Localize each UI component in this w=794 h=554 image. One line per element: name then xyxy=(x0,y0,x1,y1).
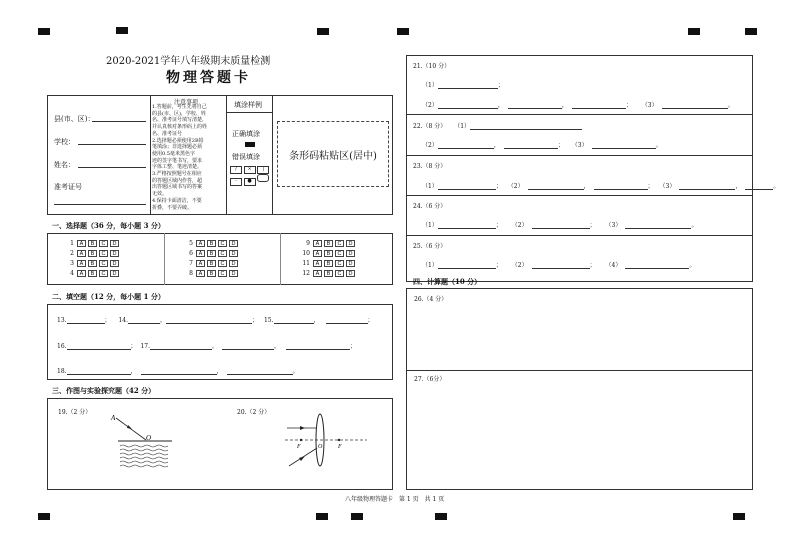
mc-option-c[interactable]: C xyxy=(335,260,344,267)
point-a-label: A xyxy=(111,414,116,422)
notice-line: 的答题区域内作答，超 xyxy=(152,177,203,184)
notice-title: 注意事项 xyxy=(174,99,199,106)
correct-fill-label: 正确填涂 xyxy=(232,130,260,138)
q13-blank[interactable] xyxy=(67,316,105,324)
mc-option-d[interactable]: D xyxy=(346,240,355,247)
q23-title: 23.（8 分） xyxy=(413,163,447,170)
mc-question-row xyxy=(64,260,121,267)
registration-mark xyxy=(745,28,757,35)
page-footer: 八年级物理答题卡 第 1 页 共 1 页 xyxy=(345,496,445,503)
mc-option-a[interactable]: A xyxy=(77,250,86,257)
q18-blank-2[interactable] xyxy=(141,367,217,375)
notice-line: 字体工整、笔迹清楚。 xyxy=(152,164,203,171)
q21-1-blank[interactable] xyxy=(438,81,498,89)
notice-text xyxy=(152,104,224,211)
mc-option-d[interactable]: D xyxy=(229,250,238,257)
mc-question-row xyxy=(300,270,357,277)
mc-option-c[interactable]: C xyxy=(99,270,108,277)
mc-option-c[interactable]: C xyxy=(99,260,108,267)
mc-question-number: 4 xyxy=(70,270,74,277)
mc-question-number: 8 xyxy=(189,270,193,277)
q17-blank-2[interactable] xyxy=(222,342,274,350)
q16-blank[interactable] xyxy=(67,342,131,350)
registration-mark xyxy=(116,27,128,34)
notice-line: 4.保持卡面清洁，不要 xyxy=(152,197,202,204)
mc-question-row xyxy=(300,260,357,267)
reflection-figure xyxy=(108,412,178,474)
mc-question-number: 3 xyxy=(70,260,74,267)
q21-2-blank-2[interactable] xyxy=(508,101,562,109)
mc-option-a[interactable]: A xyxy=(196,270,205,277)
mc-question-row xyxy=(64,240,121,247)
registration-mark xyxy=(688,28,700,35)
mc-option-c[interactable]: C xyxy=(218,270,227,277)
q22-1-blank[interactable] xyxy=(470,122,582,130)
county-label: 县(市、区)： xyxy=(54,115,95,123)
registration-mark xyxy=(316,513,328,520)
mc-question-number: 10 xyxy=(302,250,310,257)
mc-option-c[interactable]: C xyxy=(335,270,344,277)
q23-3-blank-2[interactable] xyxy=(745,182,773,190)
mc-question-number: 6 xyxy=(189,250,193,257)
q22-2-blank-1[interactable] xyxy=(438,141,494,149)
mc-question-number: 5 xyxy=(189,240,193,247)
notice-line: 名、准考证号填写清楚， xyxy=(152,117,208,124)
mc-question-number: 11 xyxy=(302,260,310,267)
registration-mark xyxy=(435,513,447,520)
card-title: 物理答题卡 xyxy=(166,70,251,86)
q20-label: 20.（2 分） xyxy=(237,409,271,416)
mc-option-c[interactable]: C xyxy=(99,240,108,247)
mc-option-c[interactable]: C xyxy=(218,240,227,247)
mc-option-a[interactable]: A xyxy=(196,240,205,247)
mc-option-a[interactable]: A xyxy=(313,270,322,277)
mc-option-d[interactable]: D xyxy=(229,260,238,267)
q25-1-blank[interactable] xyxy=(438,261,496,269)
registration-mark xyxy=(38,28,50,35)
mc-option-d[interactable]: D xyxy=(110,270,119,277)
q21-2-blank-3[interactable] xyxy=(572,101,626,109)
year-title: 2020-2021学年八年级期末质量检测 xyxy=(106,56,271,67)
q25-4-blank[interactable] xyxy=(625,261,689,269)
section-4-title: 四、计算题（10 分） xyxy=(413,277,482,286)
mc-option-b[interactable]: B xyxy=(324,240,333,247)
mc-option-b[interactable]: B xyxy=(324,250,333,257)
q18-blank-3[interactable] xyxy=(227,367,293,375)
notice-line: 名、准考证号 xyxy=(152,130,183,137)
mc-question-row xyxy=(64,250,121,257)
mc-question-number: 9 xyxy=(306,240,310,247)
mc-option-d[interactable]: D xyxy=(346,270,355,277)
mc-option-d[interactable]: D xyxy=(346,260,355,267)
mc-option-b[interactable]: B xyxy=(207,270,216,277)
q24-1-blank[interactable] xyxy=(438,221,496,229)
mc-option-b[interactable]: B xyxy=(88,260,97,267)
point-o-label: O xyxy=(146,434,152,442)
wrong-fill-label: 错误填涂 xyxy=(232,153,260,161)
mc-option-a[interactable]: A xyxy=(196,260,205,267)
q24-title: 24.（6 分） xyxy=(413,203,447,210)
q21-2-blank-1[interactable] xyxy=(438,101,498,109)
mc-option-d[interactable]: D xyxy=(110,240,119,247)
q26-label: 26.（4 分） xyxy=(414,296,448,303)
ticket-label: 准考证号 xyxy=(54,183,82,191)
q22-3-blank[interactable] xyxy=(592,141,656,149)
notice-line: 1.答题前，考生先将自己 xyxy=(152,104,207,110)
mc-option-d[interactable]: D xyxy=(110,260,119,267)
q17-blank-3[interactable] xyxy=(286,342,350,350)
notice-line: 折叠，不要弄破。 xyxy=(152,204,193,211)
section-3-title: 三、作图与实验探究题（42 分） xyxy=(52,386,156,395)
q23-2-blank-2[interactable] xyxy=(594,182,648,190)
q17-number: 17. xyxy=(140,343,151,350)
county-field[interactable] xyxy=(92,121,146,122)
q15-number: 15. xyxy=(263,317,274,324)
barcode-label: 条形码粘贴区(居中) xyxy=(289,150,377,162)
q22-title: 22.（8 分） xyxy=(413,123,447,130)
q25-2-blank[interactable] xyxy=(532,261,590,269)
mc-question-row xyxy=(300,240,357,247)
mc-question-row xyxy=(183,250,240,257)
mc-question-number: 7 xyxy=(189,260,193,267)
name-field[interactable] xyxy=(78,167,146,168)
mc-option-c[interactable]: C xyxy=(99,250,108,257)
mc-option-b[interactable]: B xyxy=(88,240,97,247)
mc-option-a[interactable]: A xyxy=(77,270,86,277)
correct-fill-mark xyxy=(245,142,255,147)
q17-blank-1[interactable] xyxy=(150,342,212,350)
section-2-title: 二、填空题（12 分，每小题 1 分） xyxy=(52,292,165,301)
mc-option-d[interactable]: D xyxy=(229,240,238,247)
mc-option-c[interactable]: C xyxy=(218,260,227,267)
q25-title: 25.（6 分） xyxy=(413,243,447,250)
mc-option-d[interactable]: D xyxy=(346,250,355,257)
q27-label: 27.（6分） xyxy=(414,376,446,383)
registration-mark xyxy=(397,28,409,35)
q18-number: 18. xyxy=(57,368,67,375)
mc-question-number: 2 xyxy=(70,250,74,257)
mc-option-a[interactable]: A xyxy=(313,240,322,247)
mc-option-a[interactable]: A xyxy=(196,250,205,257)
mc-option-b[interactable]: B xyxy=(207,240,216,247)
mc-option-c[interactable]: C xyxy=(335,240,344,247)
mc-option-c[interactable]: C xyxy=(218,250,227,257)
school-field[interactable] xyxy=(78,144,146,145)
notice-line: 出答题区域书写的答案 xyxy=(152,184,203,191)
fill-example-title: 填涂样例 xyxy=(234,101,262,109)
barcode-area xyxy=(277,121,389,187)
q24-3-blank[interactable] xyxy=(625,221,691,229)
q23-3-blank-1[interactable] xyxy=(679,182,735,190)
mc-option-d[interactable]: D xyxy=(229,270,238,277)
mc-option-d[interactable]: D xyxy=(110,250,119,257)
q16-number: 16. xyxy=(57,343,67,350)
registration-mark xyxy=(38,513,50,520)
q24-2-blank[interactable] xyxy=(532,221,590,229)
mc-option-c[interactable]: C xyxy=(335,250,344,257)
mc-option-b[interactable]: B xyxy=(88,270,97,277)
registration-mark xyxy=(351,513,363,520)
mc-question-number: 12 xyxy=(302,270,310,277)
focus-left-label: F xyxy=(297,444,301,450)
q18-blank-1[interactable] xyxy=(67,367,131,375)
wrong-fill-marks: ∕ × | - ● xyxy=(230,166,270,186)
mc-option-b[interactable]: B xyxy=(207,260,216,267)
mc-question-row xyxy=(183,270,240,277)
mc-option-b[interactable]: B xyxy=(207,250,216,257)
calc-answer-area[interactable] xyxy=(406,288,753,490)
right-answer-area xyxy=(406,55,753,282)
q23-2-blank-1[interactable] xyxy=(528,182,584,190)
school-label: 学校： xyxy=(54,138,75,146)
mc-option-a[interactable]: A xyxy=(313,260,322,267)
lens-figure xyxy=(283,412,369,474)
mc-option-b[interactable]: B xyxy=(324,260,333,267)
section-1-title: 一、选择题（36 分，每小题 3 分） xyxy=(52,221,165,230)
mc-option-a[interactable]: A xyxy=(313,250,322,257)
mc-question-row xyxy=(183,240,240,247)
notice-line: 无效。 xyxy=(152,191,168,198)
notice-line: 2.选择题必须使用2B铅 xyxy=(152,137,204,144)
name-label: 姓名： xyxy=(54,161,75,169)
lens-center-label: O xyxy=(318,444,323,450)
ticket-field[interactable] xyxy=(54,204,146,205)
registration-mark xyxy=(317,28,329,35)
q19-label: 19.（2 分） xyxy=(58,409,92,416)
focus-right-label: F xyxy=(338,444,342,450)
notice-line: 迹的签字笔书写，要求 xyxy=(152,157,203,164)
q13-number: 13. xyxy=(57,317,67,324)
q14-number: 14. xyxy=(118,317,129,324)
mc-option-a[interactable]: A xyxy=(77,240,86,247)
mc-question-row xyxy=(300,250,357,257)
q15-blank-2[interactable] xyxy=(326,316,368,324)
q23-1-blank[interactable] xyxy=(438,182,496,190)
notice-line: 的县(市、区)，学校、姓 xyxy=(152,110,206,117)
q21-3-blank[interactable] xyxy=(662,101,728,109)
notice-line: 3.严格按照题号在相应 xyxy=(152,171,202,178)
notice-line: 使用0.5毫米黑色字 xyxy=(152,150,195,157)
mc-question-row xyxy=(183,260,240,267)
registration-mark xyxy=(733,513,745,520)
q22-2-blank-2[interactable] xyxy=(504,141,558,149)
mc-option-a[interactable]: A xyxy=(77,260,86,267)
mc-option-b[interactable]: B xyxy=(324,270,333,277)
q14-blank-1[interactable] xyxy=(128,316,160,324)
q14-blank-2[interactable] xyxy=(166,316,252,324)
notice-line: 并认真核对条形码上的姓 xyxy=(152,124,208,131)
mc-question-number: 1 xyxy=(70,240,74,247)
q21-title: 21.（10 分） xyxy=(413,63,451,70)
mc-question-row xyxy=(64,270,121,277)
q15-blank-1[interactable] xyxy=(274,316,314,324)
mc-option-b[interactable]: B xyxy=(88,250,97,257)
notice-line: 笔填涂；非选择题必须 xyxy=(152,144,203,151)
